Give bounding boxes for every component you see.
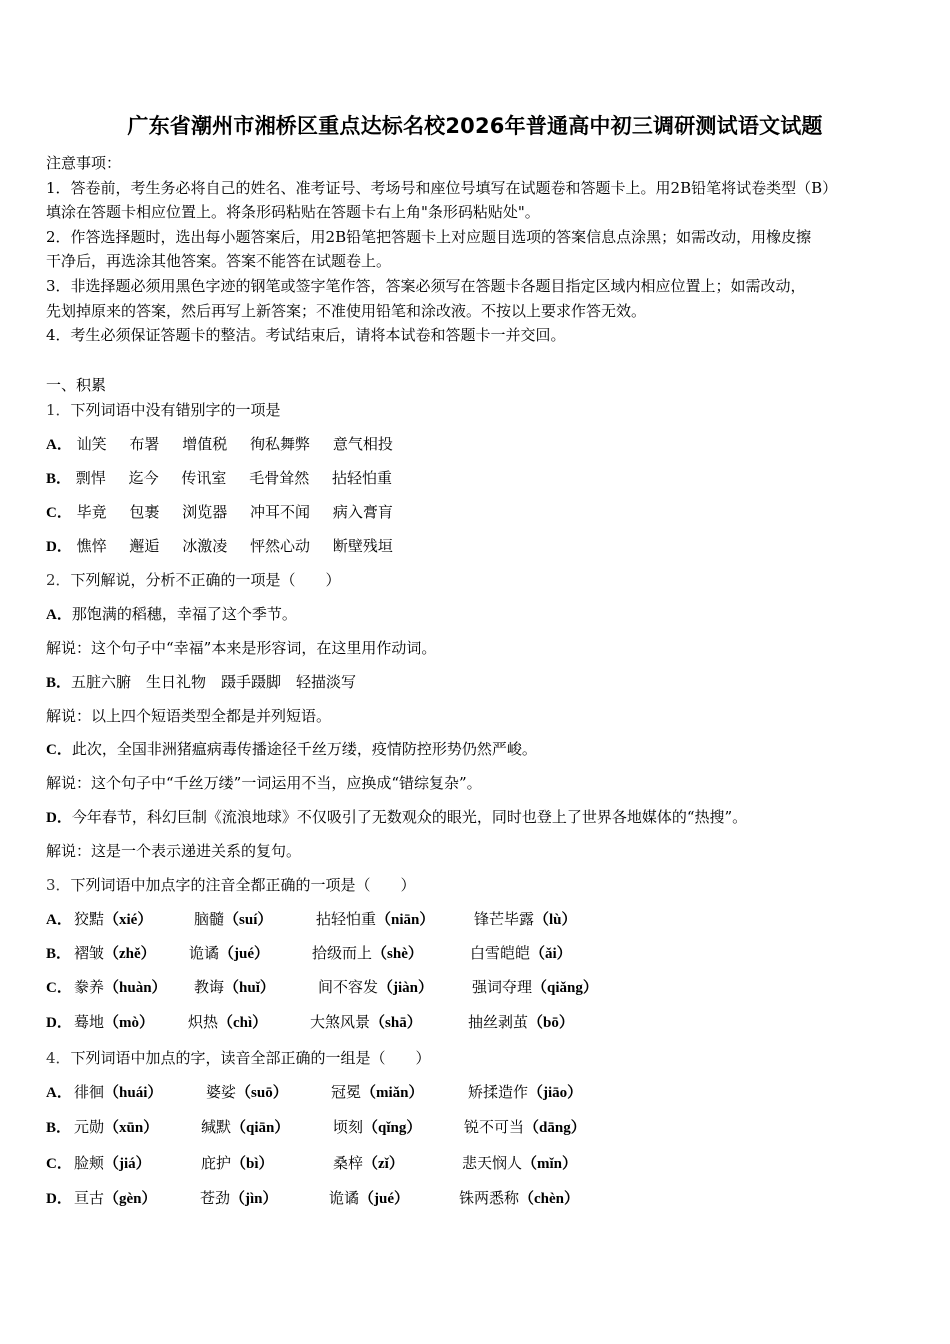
pinyin: （zhě）	[104, 946, 156, 962]
q3-option-d[interactable]	[46, 1011, 906, 1033]
document-title: 广东省潮州市湘桥区重点达标名校2026年普通高中初三调研测试语文试题	[127, 114, 823, 138]
question-stem: 下列词语中加点字的注音全都正确的一项是（ ）	[70, 876, 416, 894]
word: 剽悍	[75, 469, 106, 487]
pinyin: （lù）	[534, 912, 577, 928]
question-4-stem	[46, 1047, 431, 1069]
word: 拾级而上	[312, 944, 373, 962]
option-label: C．	[46, 742, 72, 758]
pinyin: （bì）	[231, 1156, 274, 1172]
question-3-stem	[46, 874, 416, 896]
word: 传讯室	[181, 469, 227, 487]
option-label: B．	[46, 675, 72, 691]
option-label: D．	[46, 1191, 72, 1207]
q4-option-a[interactable]	[46, 1081, 906, 1103]
section-heading: 一、积累	[46, 376, 107, 394]
q3-option-a[interactable]	[46, 908, 577, 930]
question-number: 3．	[46, 876, 71, 894]
pinyin: （qiān）	[231, 1120, 290, 1136]
option-text: 今年春节，科幻巨制《流浪地球》不仅吸引了无数观众的眼光，同时也登上了世界各地媒体的“热搜”。	[71, 808, 748, 826]
word: 顷刻	[333, 1118, 364, 1136]
option-label: A．	[46, 607, 72, 623]
word: 褶皱	[74, 944, 105, 962]
word: 婆娑	[206, 1083, 237, 1101]
option-label: D．	[46, 1015, 72, 1031]
pinyin: （chì）	[218, 1015, 268, 1031]
option-label: A．	[46, 1085, 72, 1101]
word: 邂逅	[129, 537, 160, 555]
word: 教诲	[194, 978, 225, 996]
option-label: D．	[46, 810, 72, 826]
option-label: B．	[46, 946, 72, 962]
q2-option-d[interactable]	[46, 806, 747, 828]
pinyin: （miǎn）	[361, 1085, 424, 1101]
word: 矫揉造作	[468, 1083, 529, 1101]
word: 断壁残垣	[332, 537, 393, 555]
option-text: 此次，全国非洲猪瘟病毒传播途径千丝万缕，疫情防控形势仍然严峻。	[71, 740, 537, 758]
word: 徇私舞弊	[250, 435, 311, 453]
word: 包裹	[129, 503, 160, 521]
pinyin: （dāng）	[524, 1120, 586, 1136]
word: 迄今	[128, 469, 159, 487]
word: 毕竟	[76, 503, 107, 521]
word: 亘古	[74, 1189, 105, 1207]
pinyin: （jiá）	[104, 1156, 151, 1172]
word: 脑髓	[194, 910, 225, 928]
word: 铢两悉称	[459, 1189, 520, 1207]
option-label: A．	[46, 912, 72, 928]
word: 诡谲	[329, 1189, 360, 1207]
pinyin: （huǐ）	[224, 980, 275, 996]
word: 炽热	[188, 1013, 219, 1031]
word: 怦然心动	[250, 537, 311, 555]
question-number: 1．	[46, 401, 71, 419]
pinyin: （huái）	[104, 1085, 163, 1101]
pinyin: （jiāo）	[528, 1085, 583, 1101]
pinyin: （gèn）	[104, 1191, 157, 1207]
notice-line: 先划掉原来的答案，然后再写上新答案；不准使用铅笔和涂改液。不按以上要求作答无效。	[46, 301, 647, 320]
question-stem: 下列解说，分析不正确的一项是（ ）	[70, 571, 341, 589]
pinyin: （qǐng）	[363, 1120, 422, 1136]
q1-option-b[interactable]	[46, 467, 392, 489]
pinyin: （jué）	[219, 946, 270, 962]
pinyin: （bō）	[528, 1015, 574, 1031]
word: 缄默	[201, 1118, 232, 1136]
notice-line: 2．作答选择题时，选出每小题答案后，用2B铅笔把答题卡上对应题目选项的答案信息点涂黑；如需改动，用橡皮擦	[46, 227, 812, 246]
pinyin: （chèn）	[519, 1191, 580, 1207]
word: 锐不可当	[464, 1118, 525, 1136]
question-1-stem	[46, 399, 281, 421]
option-label: B．	[46, 1120, 72, 1136]
word: 狡黠	[74, 910, 105, 928]
word: 徘徊	[74, 1083, 105, 1101]
option-text: 那饱满的稻穗，幸福了这个季节。	[71, 605, 297, 623]
notice-line: 4．考生必须保证答题卡的整洁。考试结束后，请将本试卷和答题卡一并交回。	[46, 326, 566, 345]
pinyin: （ǎi）	[530, 946, 572, 962]
q3-option-c[interactable]	[46, 976, 906, 998]
word: 锋芒毕露	[474, 910, 535, 928]
word: 强词夺理	[472, 978, 533, 996]
pinyin: （suí）	[224, 912, 273, 928]
q4-option-b[interactable]	[46, 1116, 906, 1138]
question-number: 4．	[46, 1049, 71, 1067]
pinyin: （xūn）	[104, 1120, 159, 1136]
q2-explain-c: 解说：这个句子中“千丝万缕”一词运用不当，应换成“错综复杂”。	[46, 774, 482, 792]
option-label: B．	[46, 471, 72, 487]
pinyin: （zǐ）	[363, 1156, 404, 1172]
pinyin: （shè）	[372, 946, 423, 962]
q1-option-c[interactable]	[46, 501, 393, 523]
word: 蓦地	[74, 1013, 105, 1031]
question-stem: 下列词语中加点的字，读音全部正确的一组是（ ）	[70, 1049, 431, 1067]
option-label: C．	[46, 1156, 72, 1172]
question-stem: 下列词语中没有错别字的一项是	[70, 401, 281, 419]
word: 抽丝剥茧	[468, 1013, 529, 1031]
word: 增值税	[182, 435, 228, 453]
option-label: C．	[46, 505, 72, 521]
pinyin: （jué）	[359, 1191, 410, 1207]
word: 拈轻怕重	[316, 910, 377, 928]
word: 白雪皑皑	[470, 944, 531, 962]
question-2-stem	[46, 569, 341, 591]
q2-explain-b: 解说：以上四个短语类型全都是并列短语。	[46, 707, 332, 725]
option-text: 五脏六腑 生日礼物 蹑手蹑脚 轻描淡写	[71, 673, 357, 691]
pinyin: （niān）	[376, 912, 435, 928]
q2-explain-a: 解说：这个句子中“幸福”本来是形容词，在这里用作动词。	[46, 639, 437, 657]
q2-explain-d: 解说：这是一个表示递进关系的复句。	[46, 842, 302, 860]
word: 桑梓	[333, 1154, 364, 1172]
pinyin: （mǐn）	[522, 1156, 578, 1172]
q4-option-c[interactable]	[46, 1152, 906, 1174]
q2-option-a[interactable]	[46, 603, 297, 625]
notice-line: 1．答卷前，考生务必将自己的姓名、准考证号、考场号和座位号填写在试题卷和答题卡上。用2B铅笔将试卷类型（B）	[46, 178, 838, 197]
option-label: C．	[46, 980, 72, 996]
option-label: D．	[46, 539, 72, 555]
word: 诡谲	[189, 944, 220, 962]
q1-option-d[interactable]	[46, 535, 393, 557]
notice-line: 填涂在答题卡相应位置上。将条形码粘贴在答题卡右上角"条形码粘贴处"。	[46, 203, 540, 222]
q2-option-c[interactable]	[46, 738, 537, 760]
word: 豢养	[74, 978, 105, 996]
word: 庇护	[201, 1154, 232, 1172]
pinyin: （mò）	[104, 1015, 155, 1031]
word: 元勋	[74, 1118, 105, 1136]
word: 冠冕	[331, 1083, 362, 1101]
notice-line: 干净后，再选涂其他答案。答案不能答在试题卷上。	[46, 252, 392, 271]
word: 脸颊	[74, 1154, 105, 1172]
pinyin: （jìn）	[230, 1191, 278, 1207]
word: 憔悴	[76, 537, 107, 555]
pinyin: （suō）	[236, 1085, 288, 1101]
option-label: A．	[46, 437, 72, 453]
notice-block	[46, 151, 906, 348]
word: 苍劲	[200, 1189, 231, 1207]
q4-option-d[interactable]	[46, 1187, 906, 1209]
notice-line: 3．非选择题必须用黑色字迹的钢笔或签字笔作答，答案必须写在答题卡各题目指定区域内相应位置上；如需改动，	[46, 276, 806, 295]
pinyin: （jiàn）	[378, 980, 434, 996]
word: 意气相投	[332, 435, 393, 453]
notice-heading: 注意事项：	[46, 154, 122, 172]
pinyin: （huàn）	[104, 980, 167, 996]
q3-option-b[interactable]	[46, 942, 906, 964]
word: 病入膏肓	[332, 503, 393, 521]
word: 浏览器	[182, 503, 228, 521]
question-number: 2．	[46, 571, 71, 589]
pinyin: （shā）	[370, 1015, 422, 1031]
word: 讪笑	[76, 435, 107, 453]
word: 布署	[129, 435, 160, 453]
word: 拈轻怕重	[331, 469, 392, 487]
word: 大煞风景	[310, 1013, 371, 1031]
pinyin: （qiǎng）	[532, 980, 598, 996]
word: 间不容发	[318, 978, 379, 996]
word: 冲耳不闻	[250, 503, 311, 521]
q2-option-b[interactable]	[46, 671, 356, 693]
q1-option-a[interactable]	[46, 433, 393, 455]
pinyin: （xié）	[104, 912, 153, 928]
word: 毛骨耸然	[249, 469, 310, 487]
word: 悲天悯人	[462, 1154, 523, 1172]
word: 冰激凌	[182, 537, 228, 555]
